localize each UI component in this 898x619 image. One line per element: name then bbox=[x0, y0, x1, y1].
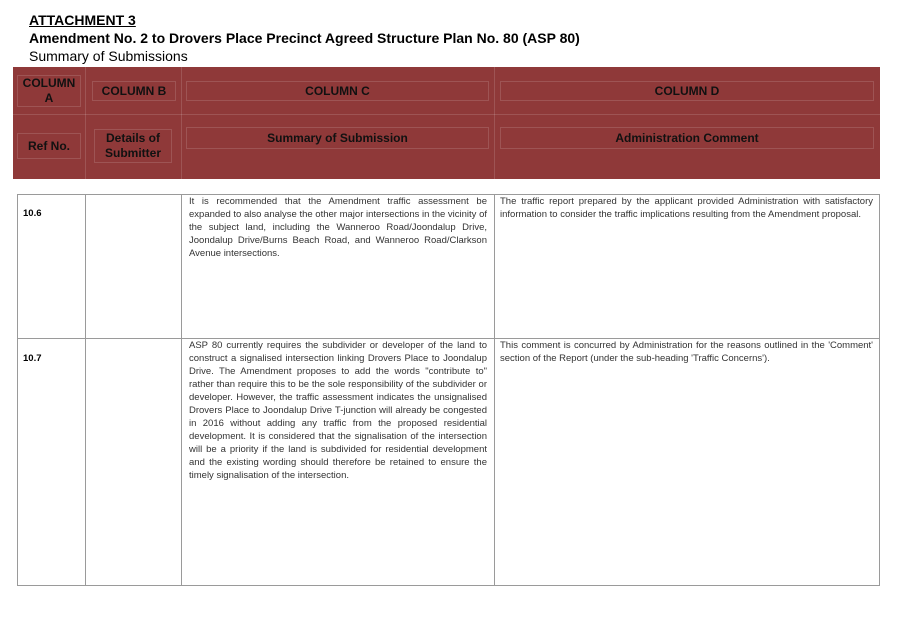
table-border bbox=[17, 585, 880, 586]
table-border bbox=[17, 194, 18, 586]
document-title: Amendment No. 2 to Drovers Place Precinct Agreed Structure Plan No. 80 (ASP 80) bbox=[29, 30, 580, 46]
header-column-b: COLUMN B bbox=[92, 81, 176, 101]
column-divider bbox=[181, 194, 182, 586]
column-divider bbox=[494, 194, 495, 586]
table-header-band bbox=[13, 67, 880, 179]
row-admin-comment: The traffic report prepared by the applicant provided Administration with satisfactory information to consider the traffic implications resulting from the Amendment proposal. bbox=[500, 196, 873, 220]
document-subtitle: Summary of Submissions bbox=[29, 48, 188, 64]
row-summary: It is recommended that the Amendment traffic assessment be expanded to also analyse the other major intersections in the vicinity of the subject land, including the Wanneroo Road/Joondalup Drive, Joondalup Drive/Burns Beach Road, and Wanneroo Road/Clarkson Avenue intersections. bbox=[189, 196, 487, 259]
header-details-of-submitter: Details of Submitter bbox=[94, 129, 172, 163]
header-col-divider bbox=[85, 67, 86, 179]
row-ref-number: 10.7 bbox=[23, 353, 42, 364]
submissions-table bbox=[17, 194, 880, 586]
table-border bbox=[879, 194, 880, 586]
header-column-a: COLUMN A bbox=[17, 75, 81, 107]
attachment-label: ATTACHMENT 3 bbox=[29, 12, 136, 28]
row-summary: ASP 80 currently requires the subdivider or developer of the land to construct a signalised intersection linking Drovers Place to Joondalup Drive. The Amendment proposes to add the words "contribute to" rather than require this to be the sole responsibility of the subdivider or developer. However, the traffic assessment indicates the unsignalised Drovers Place to Joondalup Drive T-junction will already be congested in 2016 without adding any traffic from the proposed residential development. It is considered that the signalisation of the intersection will be a priority if the land is subdivided for residential development and the existing wording should therefore be retained to ensure the timely signalisation of the intersection. bbox=[189, 340, 487, 481]
header-summary-of-submission: Summary of Submission bbox=[186, 127, 489, 149]
document-header bbox=[29, 12, 580, 65]
header-administration-comment: Administration Comment bbox=[500, 127, 874, 149]
row-admin-comment: This comment is concurred by Administration for the reasons outlined in the 'Comment' section of the Report (under the sub-heading 'Traffic Concerns'). bbox=[500, 340, 873, 364]
header-column-d: COLUMN D bbox=[500, 81, 874, 101]
row-ref-number: 10.6 bbox=[23, 208, 42, 219]
header-divider bbox=[13, 114, 880, 115]
header-col-divider bbox=[181, 67, 182, 179]
header-ref-no: Ref No. bbox=[17, 133, 81, 159]
header-col-divider bbox=[494, 67, 495, 179]
header-column-c: COLUMN C bbox=[186, 81, 489, 101]
column-divider bbox=[85, 194, 86, 586]
